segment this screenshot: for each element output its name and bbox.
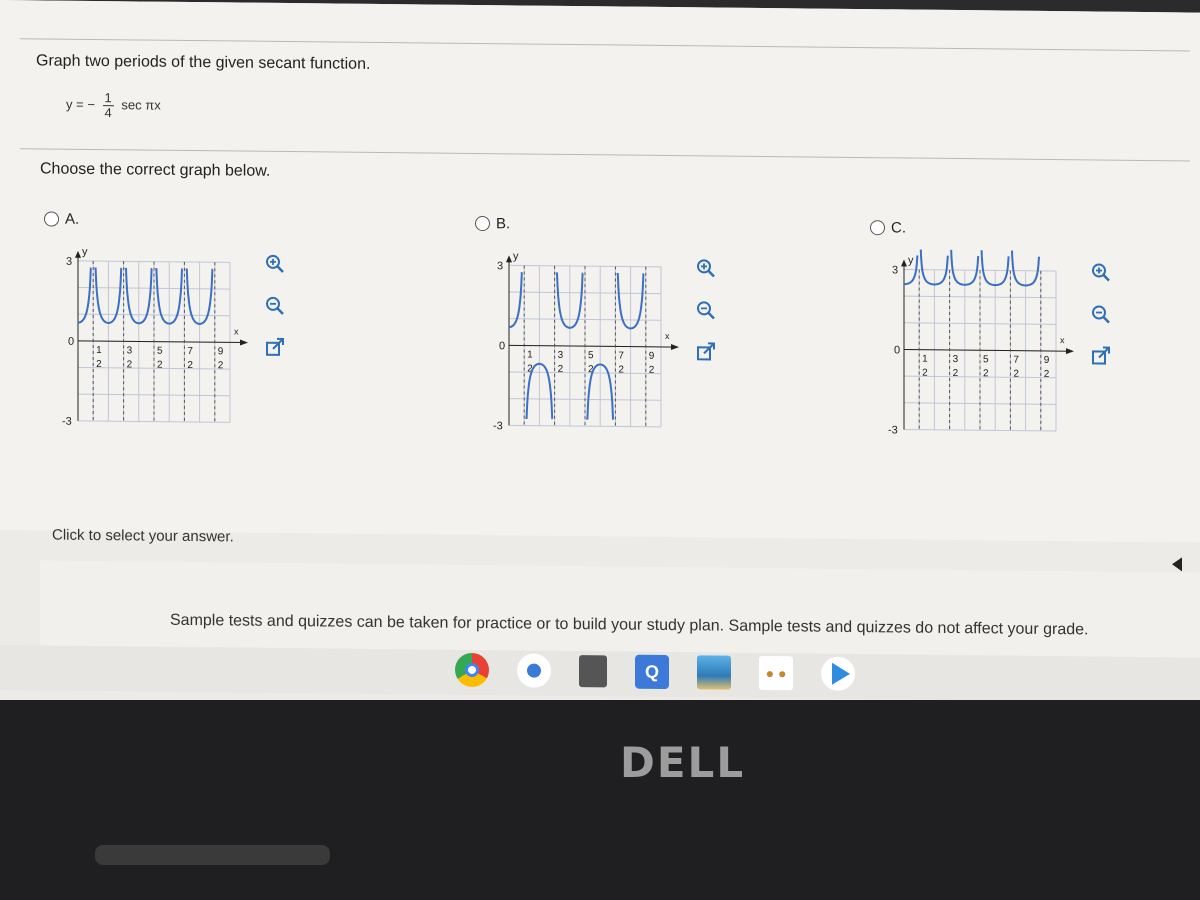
- click-hint: Click to select your answer.: [52, 526, 234, 546]
- dell-logo: DELL: [620, 738, 746, 787]
- secant-graph: [485, 245, 685, 437]
- tick-denominator: 2: [96, 359, 102, 371]
- fraction-numerator: 1: [104, 90, 112, 106]
- radio-button[interactable]: [44, 211, 59, 226]
- x-axis: [509, 345, 675, 347]
- tick-denominator: 2: [952, 367, 959, 380]
- equation-fraction: [103, 91, 114, 120]
- tick-denominator: 2: [217, 360, 224, 372]
- graph-tools: [695, 257, 725, 383]
- top-divider: [20, 38, 1190, 51]
- popout-icon[interactable]: [1090, 345, 1112, 367]
- tick-denominator: 2: [157, 359, 163, 371]
- tick-denominator: 2: [648, 364, 655, 376]
- popout-icon[interactable]: [695, 341, 717, 363]
- tick-denominator: 2: [922, 367, 928, 379]
- zoom-in-icon[interactable]: [264, 253, 286, 275]
- tick-numerator: 7: [1013, 354, 1019, 366]
- tick-numerator: 1: [96, 345, 102, 357]
- y-axis-label: y: [82, 245, 88, 258]
- tick-denominator: 2: [126, 359, 133, 371]
- secant-graph: [880, 249, 1080, 441]
- zoom-in-icon[interactable]: [1090, 261, 1112, 283]
- choose-prompt: Choose the correct graph below.: [40, 160, 271, 180]
- keyboard-edge: [95, 845, 330, 865]
- option-label: A.: [65, 210, 80, 228]
- laptop-bezel: [0, 700, 1200, 900]
- tick-numerator: 3: [126, 345, 133, 357]
- option-c[interactable]: [870, 219, 1170, 437]
- zoom-out-icon[interactable]: [264, 295, 286, 317]
- tick-numerator: 5: [588, 350, 594, 362]
- mid-divider: [20, 148, 1190, 161]
- tick-numerator: 3: [952, 353, 959, 366]
- tick-numerator: 7: [618, 350, 624, 362]
- origin-label: 0: [894, 344, 901, 357]
- origin-label: 0: [68, 335, 75, 348]
- tick-numerator: 5: [157, 345, 163, 357]
- chrome-icon[interactable]: [455, 653, 489, 687]
- radio-button[interactable]: [475, 216, 490, 231]
- y-axis-arrow: [75, 251, 81, 258]
- option-label: C.: [891, 219, 906, 237]
- y-max-label: 3: [892, 264, 899, 277]
- zoom-in-icon[interactable]: [695, 257, 717, 279]
- option-b[interactable]: [475, 215, 775, 433]
- option-radio-0[interactable]: [44, 210, 79, 227]
- radio-button[interactable]: [870, 220, 885, 235]
- tick-denominator: 2: [588, 364, 594, 376]
- x-axis: [904, 349, 1070, 351]
- x-axis-label: x: [1060, 335, 1065, 346]
- tick-denominator: 2: [983, 368, 989, 380]
- y-max-label: 3: [66, 255, 73, 268]
- tick-numerator: 5: [983, 354, 989, 366]
- question-title: Graph two periods of the given secant function.: [36, 52, 371, 73]
- y-axis-arrow: [901, 259, 907, 266]
- collapse-arrow-icon[interactable]: [1172, 557, 1182, 571]
- tick-numerator: 1: [922, 353, 928, 365]
- tick-denominator: 2: [527, 363, 533, 375]
- graph-tools: [1090, 261, 1120, 387]
- tick-numerator: 9: [217, 346, 224, 358]
- practice-notice: Sample tests and quizzes can be taken for practice or to build your study plan. Sample tests and quizzes do not affect your grade.: [170, 611, 1089, 639]
- y-axis-arrow: [506, 255, 512, 262]
- tick-denominator: 2: [557, 363, 564, 375]
- option-label: B.: [496, 215, 511, 233]
- shelf-apps: [455, 653, 855, 691]
- y-max-label: 3: [497, 260, 504, 273]
- camera-icon[interactable]: [517, 653, 551, 687]
- search-app-icon[interactable]: Q: [635, 655, 669, 689]
- tick-numerator: 1: [527, 349, 533, 361]
- x-axis: [78, 341, 244, 343]
- x-axis-arrow: [671, 344, 679, 350]
- tick-numerator: 9: [648, 350, 655, 362]
- option-radio-1[interactable]: [475, 215, 510, 232]
- y-min-label: -3: [888, 424, 898, 437]
- tick-numerator: 9: [1043, 354, 1050, 366]
- fraction-denominator: 4: [104, 105, 112, 121]
- tick-denominator: 2: [187, 359, 193, 372]
- equation-lhs: y = −: [66, 96, 95, 112]
- equation-rhs: sec πx: [121, 97, 161, 113]
- x-axis-arrow: [240, 340, 248, 346]
- origin-label: 0: [499, 340, 506, 353]
- x-axis-label: x: [665, 330, 670, 342]
- calculator-icon[interactable]: [579, 655, 607, 687]
- tick-denominator: 2: [618, 364, 624, 376]
- y-min-label: -3: [62, 415, 72, 428]
- zoom-out-icon[interactable]: [1090, 303, 1112, 325]
- y-axis-label: y: [908, 254, 914, 267]
- y-axis-label: y: [513, 250, 519, 263]
- popout-icon[interactable]: [264, 337, 286, 359]
- tick-denominator: 2: [1013, 368, 1019, 380]
- tick-numerator: 3: [557, 349, 564, 361]
- x-axis-label: x: [234, 326, 239, 337]
- zoom-out-icon[interactable]: [695, 299, 717, 321]
- y-min-label: -3: [493, 420, 503, 433]
- x-axis-arrow: [1066, 348, 1074, 354]
- tick-denominator: 2: [1043, 368, 1050, 380]
- equation: [66, 91, 161, 121]
- secant-graph: [54, 241, 254, 433]
- option-a[interactable]: [44, 210, 344, 428]
- music-app-icon[interactable]: ● ●: [759, 656, 793, 690]
- option-radio-2[interactable]: [870, 219, 906, 236]
- photo-app-icon[interactable]: [697, 655, 731, 689]
- graph-tools: [264, 253, 294, 379]
- play-store-icon[interactable]: [821, 657, 855, 691]
- tick-numerator: 7: [187, 345, 193, 358]
